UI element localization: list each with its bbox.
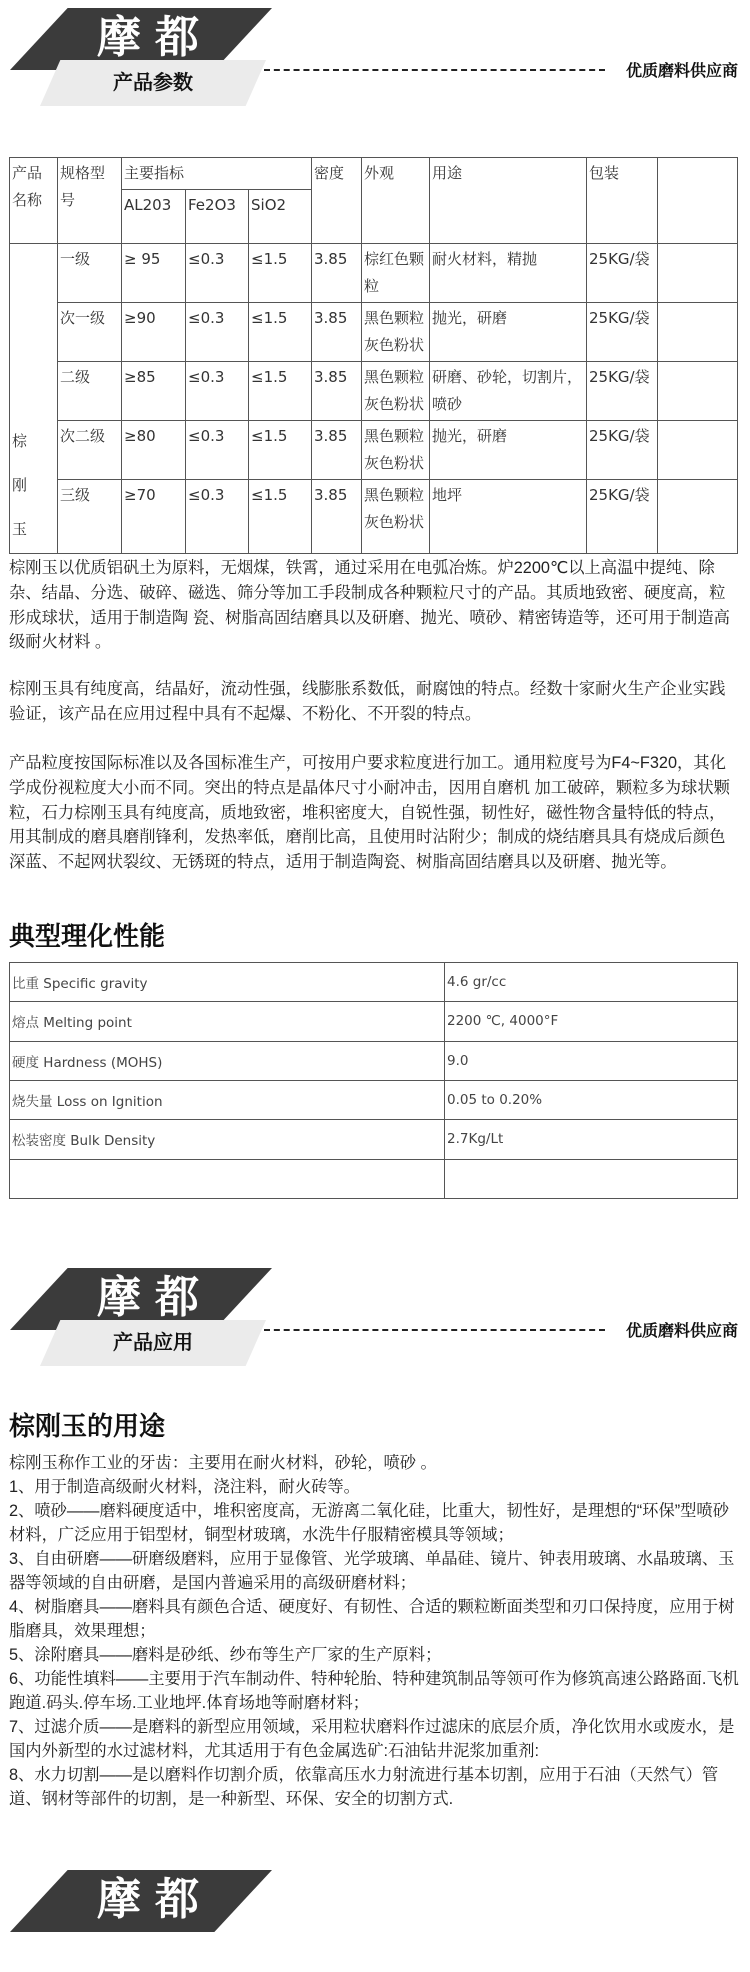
packing-cell: 25KG/袋 — [587, 421, 658, 480]
property-label: 烧失量 Loss on Ignition — [10, 1080, 445, 1119]
appearance-cell: 棕红色颗粒 — [362, 244, 430, 303]
property-label: 熔点 Melting point — [10, 1002, 445, 1041]
al2o3-cell: ≥85 — [122, 362, 186, 421]
description-paragraph: 产品粒度按国际标准以及各国标准生产，可按用户要求粒度进行加工。通用粒度号为F4~F320，其化学成份视粒度大小而不同。突出的特点是晶体尺寸小耐冲击，因用自磨机 加工破碎，颗粒多为球状颗粒，石力棕刚玉具有纯度高，质地致密，堆积密度大，自锐性强，韧性好，磁性物含量特低的特点，用其制成的磨具磨削锋利，发热率低，磨削比高，且使用时沾附少；制成的烧结磨具具有烧成后颜色深蓝、不起网状裂纹、无锈斑的特点，适用于制造陶瓷、树脂高固结磨具以及研磨、抛光等。 — [9, 754, 730, 872]
property-value: 9.0 — [445, 1041, 738, 1080]
uses-line: 4、树脂磨具——磨料具有颜色合适、硬度好、有韧性、合适的颗粒断面类型和刃口保持度，应用于树脂磨具，效果理想； — [9, 1598, 735, 1640]
product-name-char: 棕 — [12, 432, 28, 450]
empty-cell — [658, 362, 738, 421]
property-value — [445, 1159, 738, 1198]
product-parameters-table — [9, 157, 738, 554]
uses-line: 8、水力切割——是以磨料作切割介质，依靠高压水力射流进行基本切割，应用于石油（天然气）管道、钢材等部件的切割，是一种新型、环保、安全的切割方式. — [9, 1766, 719, 1808]
density-cell: 3.85 — [312, 244, 362, 303]
brand-logo-text: 摩都 — [97, 1272, 213, 1323]
section-subtitle: 产品应用 — [113, 1332, 193, 1354]
description-paragraph: 棕刚玉以优质铝矾土为原料，无烟煤，铁霄，通过采用在电弧冶炼。炉2200℃以上高温中提纯、除杂、结晶、分选、破碎、磁选、筛分等加工手段制成各种颗粒尺寸的产品。其质地致密、硬度高，粒形成球状，适用于制造陶 瓷、树脂高固结磨具以及研磨、抛光、喷砂、精密铸造等，还可用于制造高级耐火材料 。 — [9, 559, 730, 652]
uses-line: 6、功能性填料——主要用于汽车制动件、特种轮胎、特种建筑制品等领可作为修筑高速公路路面.飞机跑道.码头.停车场.工业地坪.体育场地等耐磨材料； — [9, 1670, 739, 1712]
property-value: 2.7Kg/Lt — [445, 1120, 738, 1159]
usage-cell: 地坪 — [430, 480, 587, 554]
fe2o3-cell: ≤0.3 — [186, 362, 249, 421]
packing-cell: 25KG/袋 — [587, 480, 658, 554]
property-label: 松装密度 Bulk Density — [10, 1120, 445, 1159]
uses-line: 2、喷砂——磨料硬度适中，堆积密度高，无游离二氧化硅，比重大，韧性好，是理想的“环保”型喷砂材料，广泛应用于铝型材，铜型材玻璃，水洗牛仔服精密模具等领域； — [9, 1502, 729, 1544]
product-name-char: 玉 — [12, 520, 28, 538]
grade-cell: 二级 — [58, 362, 122, 421]
appearance-cell: 黑色颗粒灰色粉状 — [362, 303, 430, 362]
product-name-cell — [10, 244, 58, 554]
header-fe2o3: Fe2O3 — [186, 190, 249, 244]
sio2-cell: ≤1.5 — [249, 303, 312, 362]
header-density: 密度 — [312, 158, 362, 244]
grade-cell: 次一级 — [58, 303, 122, 362]
empty-cell — [658, 244, 738, 303]
header-sio2: SiO2 — [249, 190, 312, 244]
al2o3-cell: ≥ 95 — [122, 244, 186, 303]
property-value: 2200 ℃, 4000°F — [445, 1002, 738, 1041]
usage-cell: 抛光，研磨 — [430, 303, 587, 362]
dashed-divider — [264, 69, 605, 71]
fe2o3-cell: ≤0.3 — [186, 244, 249, 303]
header-al2o3: AL203 — [122, 190, 186, 244]
property-label: 比重 Specific gravity — [10, 963, 445, 1002]
packing-cell: 25KG/袋 — [587, 362, 658, 421]
dashed-divider — [264, 1329, 605, 1331]
fe2o3-cell: ≤0.3 — [186, 421, 249, 480]
property-value: 0.05 to 0.20% — [445, 1080, 738, 1119]
empty-cell — [658, 421, 738, 480]
uses-line: 3、自由研磨——研磨级磨料，应用于显像管、光学玻璃、单晶硅、镜片、钟表用玻璃、水晶玻璃、玉器等领域的自由研磨，是国内普遍采用的高级研磨材料； — [9, 1550, 735, 1592]
sio2-cell: ≤1.5 — [249, 244, 312, 303]
properties-row — [10, 1120, 738, 1159]
uses-line: 5、涂附磨具——磨料是砂纸、纱布等生产厂家的生产原料； — [9, 1646, 442, 1664]
uses-line: 7、过滤介质——是磨料的新型应用领域，采用粒状磨料作过滤床的底层介质，净化饮用水或废水，是国内外新型的水过滤材料，尤其适用于有色金属选矿:石油钻井泥浆加重剂: — [9, 1718, 735, 1760]
uses-heading: 棕刚玉的用途 — [9, 1411, 166, 1441]
header-empty — [658, 158, 738, 244]
properties-row — [10, 1041, 738, 1080]
uses-line: 棕刚玉称作工业的牙齿：主要用在耐火材料，砂轮，喷砂 。 — [9, 1454, 437, 1472]
header-usage: 用途 — [430, 158, 587, 244]
header-main-indicators: 主要指标 — [122, 158, 312, 190]
sio2-cell: ≤1.5 — [249, 421, 312, 480]
usage-cell: 研磨、砂轮，切割片，喷砂 — [430, 362, 587, 421]
al2o3-cell: ≥80 — [122, 421, 186, 480]
header-model: 规格型号 — [58, 158, 122, 244]
description-paragraph: 棕刚玉具有纯度高，结晶好，流动性强，线膨胀系数低，耐腐蚀的特点。经数十家耐火生产企业实践验证，该产品在应用过程中具有不起爆、不粉化、不开裂的特点。 — [9, 680, 726, 723]
properties-row — [10, 1080, 738, 1119]
uses-line: 1、用于制造高级耐火材料，浇注料，耐火砖等。 — [9, 1478, 360, 1496]
product-name-char: 刚 — [12, 476, 28, 494]
section-banner-next — [0, 1862, 750, 1972]
section-banner-application — [0, 1260, 750, 1370]
section-subtitle: 产品参数 — [113, 72, 193, 94]
brand-logo-text: 摩都 — [97, 1874, 213, 1925]
density-cell: 3.85 — [312, 303, 362, 362]
property-label — [10, 1159, 445, 1198]
sio2-cell: ≤1.5 — [249, 362, 312, 421]
tagline: 优质磨料供应商 — [625, 63, 738, 80]
brand-logo-text: 摩都 — [97, 12, 213, 63]
grade-cell: 三级 — [58, 480, 122, 554]
tagline: 优质磨料供应商 — [625, 1323, 738, 1340]
fe2o3-cell: ≤0.3 — [186, 303, 249, 362]
property-label: 硬度 Hardness (MOHS) — [10, 1041, 445, 1080]
empty-cell — [658, 480, 738, 554]
properties-table — [9, 962, 738, 1199]
density-cell: 3.85 — [312, 362, 362, 421]
al2o3-cell: ≥90 — [122, 303, 186, 362]
properties-heading: 典型理化性能 — [9, 921, 166, 951]
packing-cell: 25KG/袋 — [587, 244, 658, 303]
al2o3-cell: ≥70 — [122, 480, 186, 554]
section-banner-parameters — [0, 0, 750, 110]
density-cell: 3.85 — [312, 421, 362, 480]
grade-cell: 次二级 — [58, 421, 122, 480]
appearance-cell: 黑色颗粒灰色粉状 — [362, 480, 430, 554]
usage-cell: 抛光，研磨 — [430, 421, 587, 480]
properties-row — [10, 963, 738, 1002]
grade-cell: 一级 — [58, 244, 122, 303]
packing-cell: 25KG/袋 — [587, 303, 658, 362]
header-packing: 包装 — [587, 158, 658, 244]
property-value: 4.6 gr/cc — [445, 963, 738, 1002]
uses-list — [9, 1451, 741, 1811]
density-cell: 3.85 — [312, 480, 362, 554]
header-appearance: 外观 — [362, 158, 430, 244]
header-product-name: 产品名称 — [10, 158, 58, 244]
fe2o3-cell: ≤0.3 — [186, 480, 249, 554]
properties-row — [10, 1002, 738, 1041]
sio2-cell: ≤1.5 — [249, 480, 312, 554]
usage-cell: 耐火材料，精抛 — [430, 244, 587, 303]
appearance-cell: 黑色颗粒灰色粉状 — [362, 362, 430, 421]
empty-cell — [658, 303, 738, 362]
appearance-cell: 黑色颗粒灰色粉状 — [362, 421, 430, 480]
properties-row — [10, 1159, 738, 1198]
